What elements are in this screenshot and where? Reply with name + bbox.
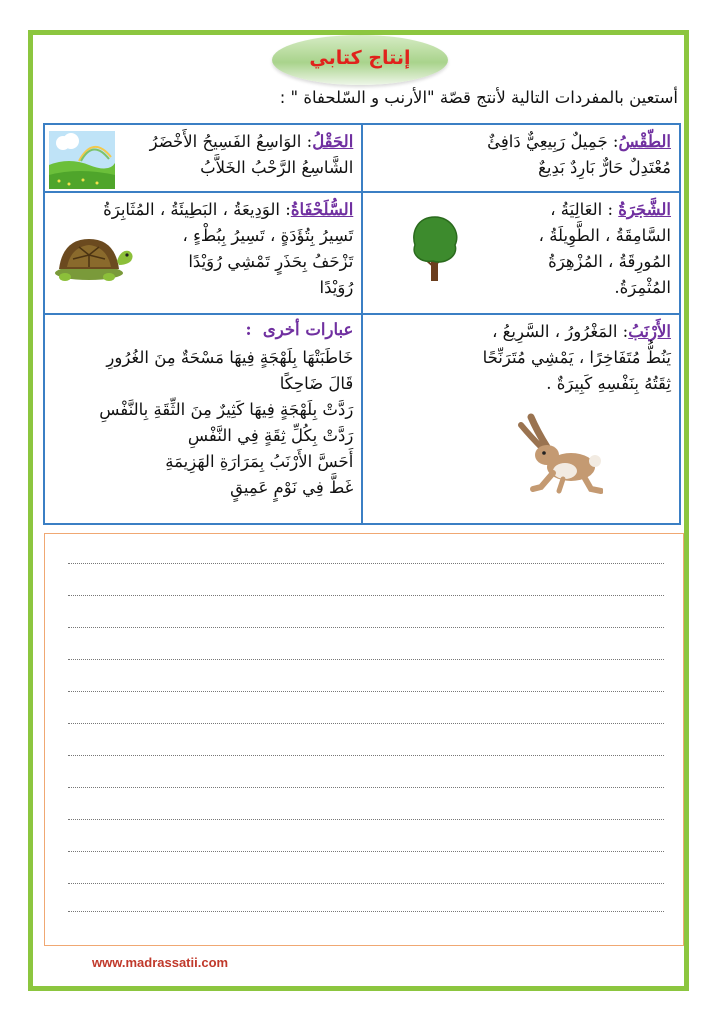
keyword-phrases: عبارات أخرى (262, 320, 354, 339)
phrase-line: خَاطَبَتْهَا بِلَهْجَةٍ فِيهَا مَسْحَةٌ مِنَ الغُرُورِ (106, 348, 354, 367)
tree-image (409, 215, 461, 287)
phrase-line: رَدَّتْ بِكُلِّ ثِقَةٍ فِي النَّفْسِ (187, 426, 354, 445)
instruction-text: أستعين بالمفردات التالية لأنتج قصّة "الأرنب و السّلحفاة " : (279, 88, 678, 107)
writing-line (68, 911, 664, 912)
tree-line-1: : العَالِيَةُ ، (550, 200, 619, 219)
cell-phrases (44, 314, 362, 524)
phrase-line: رَدَّتْ بِلَهْجَةٍ فِيهَا كَثِيرٌ مِنَ الثِّقَةِ بِالنَّفْسِ (99, 400, 354, 419)
rabbit-line-1: : المَغْرُورُ ، السَّرِيعُ ، (492, 322, 629, 341)
writing-line (68, 627, 664, 628)
field-line-2: الشَّاسِعُ الرَّحْبُ الخَلاَّبُ (200, 158, 354, 177)
writing-line (68, 851, 664, 852)
phrase-line: أَحَسَّ الأَرْنَبُ بِمَرَارَةِ الهَزِيمَةِ (165, 452, 354, 471)
tree-line-3: المُورِقَةُ ، المُزْهِرَةُ (548, 252, 671, 271)
cell-tree (362, 192, 680, 314)
turtle-line-4: رُوَيْدًا (319, 278, 354, 297)
keyword-rabbit: الأَرْنَبُ (628, 322, 671, 341)
turtle-line-3: تَزْحَفُ بِحَذَرٍ تَمْشِي رُوَيْدًا (188, 252, 354, 271)
phrase-line: قَالَ ضَاحِكًا (279, 374, 354, 393)
rabbit-line-2: يَنُطُّ مُتَفَاخِرًا ، يَمْشِي مُتَرَنِّحًا (482, 348, 671, 367)
tree-line-2: السَّامِقَةُ ، الطَّوِيلَةُ ، (538, 226, 671, 245)
field-line-1: : الوَاسِعُ الفَسِيحُ الأَخْضَرُ (149, 132, 313, 151)
cell-weather (362, 124, 680, 192)
writing-line (68, 563, 664, 564)
page-title: إنتاج كتابي (309, 47, 411, 69)
phrases-colon: : (245, 320, 252, 339)
keyword-weather: الطّقْسُ (618, 132, 671, 151)
writing-line (68, 595, 664, 596)
weather-line-1: : جَمِيلٌ رَبِيعِيٌّ دَافِئٌ (487, 132, 619, 151)
turtle-line-1: : الوَدِيعَةُ ، البَطِيئَةُ ، المُثَابِرَةُ (103, 200, 291, 219)
weather-line-2: مُعْتَدِلٌ حَارٌّ بَارِدٌ بَدِيعٌ (538, 158, 671, 177)
vocabulary-grid (43, 123, 681, 525)
writing-line (68, 755, 664, 756)
writing-line (68, 819, 664, 820)
writing-line (68, 723, 664, 724)
cell-field (44, 124, 362, 192)
turtle-image (49, 233, 135, 287)
meadow-image (49, 131, 115, 193)
keyword-field: الحَقْلُ (312, 132, 354, 151)
phrase-line: غَطَّ فِي نَوْمٍ عَمِيقٍ (230, 478, 354, 497)
cell-turtle (44, 192, 362, 314)
rabbit-line-3: ثِقَتُهُ بِنَفْسِهِ كَبِيرَةٌ . (546, 374, 671, 393)
keyword-turtle: السُّلَحْفَاةُ (290, 200, 354, 219)
writing-line (68, 883, 664, 884)
tree-line-4: المُثْمِرَةُ. (614, 278, 671, 297)
keyword-tree: الشَّجَرَةُ (618, 200, 671, 219)
footer-website-link[interactable]: www.madrassatii.com (92, 955, 229, 970)
writing-line (68, 659, 664, 660)
writing-line (68, 691, 664, 692)
cell-rabbit (362, 314, 680, 524)
turtle-line-2: تَسِيرُ بِتُؤَدَةٍ ، تَسِيرُ بِبُطْءٍ ، (182, 226, 354, 245)
rabbit-image (513, 413, 603, 501)
writing-line (68, 787, 664, 788)
